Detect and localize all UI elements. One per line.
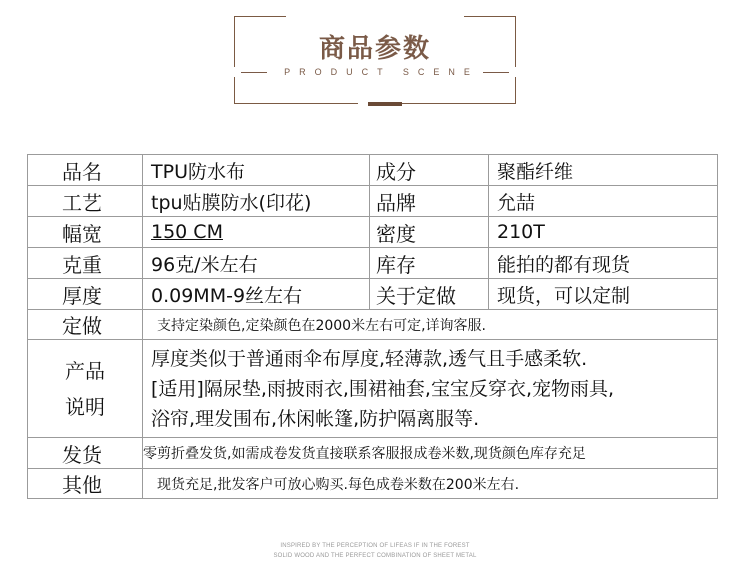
table-row xyxy=(28,469,718,499)
row-label: 克重 xyxy=(28,248,143,279)
row-label: 关于定做 xyxy=(370,279,489,310)
row-value: TPU防水布 xyxy=(143,155,370,186)
row-label: 工艺 xyxy=(28,186,143,217)
table-row xyxy=(28,279,718,310)
frame-line xyxy=(464,16,516,17)
row-value: 96克/米左右 xyxy=(143,248,370,279)
row-value xyxy=(143,340,718,438)
row-label xyxy=(28,340,143,438)
subtitle-text: PRODUCT SCENE xyxy=(284,67,479,77)
row-value: 能拍的都有现货 xyxy=(489,248,718,279)
table-row xyxy=(28,186,718,217)
footer-line: INSPIRED BY THE PERCEPTION OF LIFEAS IF IN THE FOREST xyxy=(280,543,470,549)
row-value: 现货充足,批发客户可放心购买.每色成卷米数在200米左右. xyxy=(143,469,718,499)
footer-line: SOLID WOOD AND THE PERFECT COMBINATION OF SHEET METAL xyxy=(273,553,477,559)
row-label: 密度 xyxy=(370,217,489,248)
subtitle-dash xyxy=(241,72,267,73)
frame-line xyxy=(234,16,286,17)
row-label: 品名 xyxy=(28,155,143,186)
page-title: 商品参数 xyxy=(318,34,431,64)
row-value: 现货，可以定制 xyxy=(489,279,718,310)
row-label: 库存 xyxy=(370,248,489,279)
spec-table xyxy=(27,154,718,499)
table-row xyxy=(28,217,718,248)
row-label: 厚度 xyxy=(28,279,143,310)
table-row xyxy=(28,438,718,469)
table-row xyxy=(28,310,718,340)
row-value: 210T xyxy=(489,217,718,248)
desc-line: 厚度类似于普通雨伞布厚度,轻薄款,透气且手感柔软. xyxy=(151,347,588,370)
table-row xyxy=(28,340,718,438)
width-value: 150 CM xyxy=(151,221,223,243)
row-value: 允喆 xyxy=(489,186,718,217)
desc-label-line: 产品 xyxy=(65,358,105,383)
row-label: 定做 xyxy=(28,310,143,340)
row-value: 0.09MM-9丝左右 xyxy=(143,279,370,310)
row-label: 发货 xyxy=(28,438,143,469)
frame-accent-bar xyxy=(368,102,402,106)
desc-label-line: 说明 xyxy=(65,394,105,419)
table-row xyxy=(28,248,718,279)
frame-line xyxy=(234,103,358,104)
row-value: 支持定染颜色,定染颜色在2000米左右可定,详询客服. xyxy=(143,310,718,340)
row-label: 成分 xyxy=(370,155,489,186)
desc-line: [适用]隔尿垫,雨披雨衣,围裙袖套,宝宝反穿衣,宠物雨具, xyxy=(151,377,615,400)
row-label: 其他 xyxy=(28,469,143,499)
row-label: 幅宽 xyxy=(28,217,143,248)
subtitle-dash xyxy=(483,72,509,73)
page-subtitle xyxy=(214,67,536,77)
row-value xyxy=(143,217,370,248)
frame-line xyxy=(402,103,516,104)
desc-line: 浴帘,理发围布,休闲帐篷,防护隔离服等. xyxy=(151,407,480,430)
row-value: 聚酯纤维 xyxy=(489,155,718,186)
table-row xyxy=(28,155,718,186)
row-label: 品牌 xyxy=(370,186,489,217)
row-value: 零剪折叠发货,如需成卷发货直接联系客服报成卷米数,现货颜色库存充足 xyxy=(143,438,718,469)
row-value: tpu贴膜防水(印花) xyxy=(143,186,370,217)
